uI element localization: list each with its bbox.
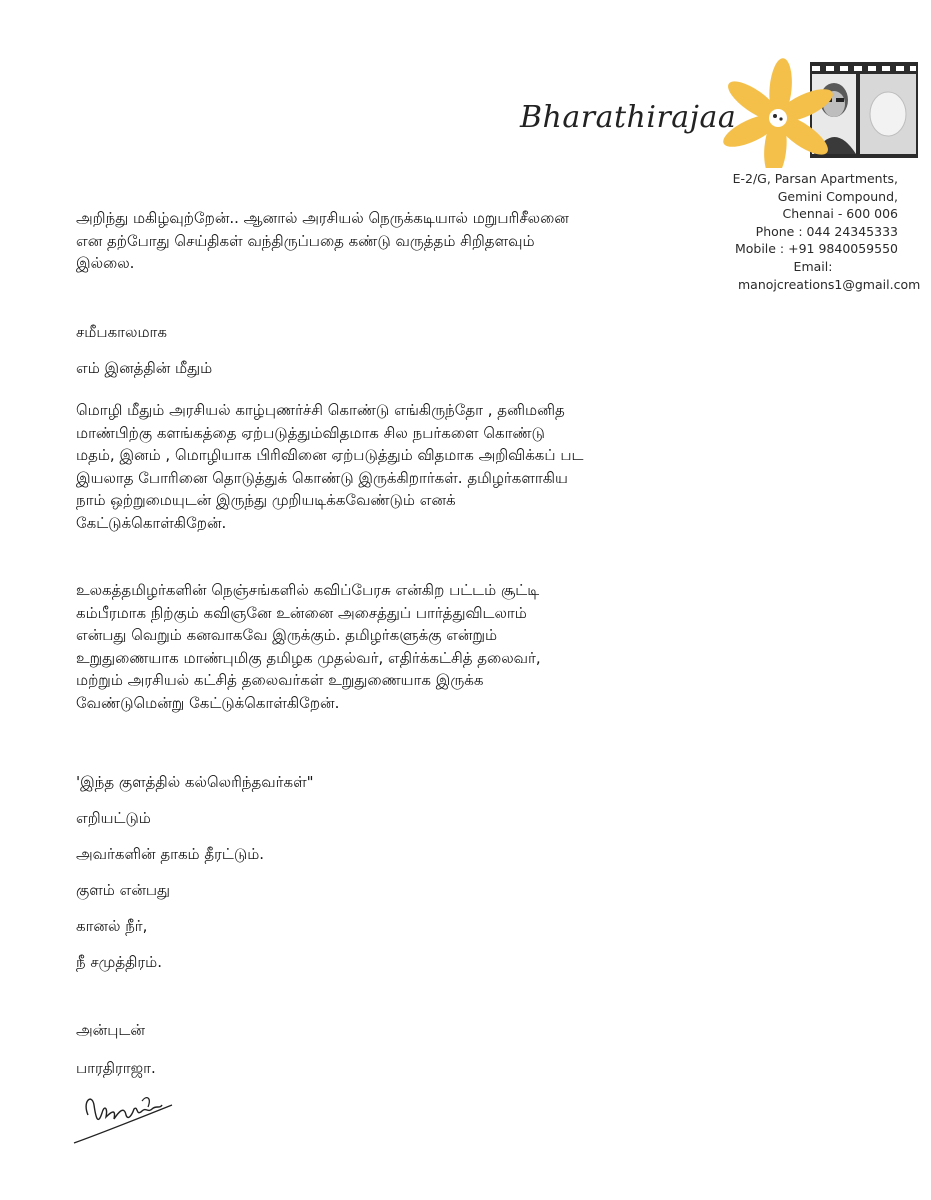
address-line: Chennai - 600 006 [782,206,898,222]
email-label: Email: [793,258,833,274]
letterhead-logo [722,58,922,168]
poem-line: 'இந்த குளத்தில் கல்லெரிந்தவர்கள்" [76,773,314,791]
letterhead-address [728,170,921,293]
mobile-line: Mobile : +91 9840059550 [734,241,898,257]
line-our-race: எம் இனத்தின் மீதும் [76,359,213,377]
address-line: Gemini Compound, [777,188,898,204]
paragraph-2: மொழி மீதும் அரசியல் காழ்புணர்ச்சி கொண்டு எங்கிருந்தோ , தனிமனித மாண்பிற்கு களங்கத்தை ஏற்படுத்தும்விதமாக சில நபர்களை கொண்டு மதம், இனம் , மொழியாக பிரிவினை ஏற்படுத்தும் விதமாக அறிவிக்கப் பட இயலாத போரினை தொடுத்துக் கொண்டு இருக்கிறார்கள். தமிழர்களாகிய நாம் ஒற்றுமையுடன் இருந்து முறியடிக்கவேண்டும் எனக் கேட்டுக்கொள்கிறேன். [76,401,584,532]
email-address: manojcreations1@gmail.com [738,276,921,292]
letterhead-name: Bharathirajaa [520,100,737,135]
poem-line: எறியட்டும் [76,809,151,827]
poem-line: கானல் நீர், [76,917,148,935]
poem-line: அவர்களின் தாகம் தீரட்டும். [76,845,265,863]
poem-line: குளம் என்பது [76,881,171,899]
phone-line: Phone : 044 24345333 [755,223,898,239]
handwritten-signature [72,1085,192,1147]
paragraph-3: உலகத்தமிழர்களின் நெஞ்சங்களில் கவிப்பேரசு என்கிற பட்டம் சூட்டி கம்பீரமாக நிற்கும் கவிஞனே உன்னை அசைத்துப் பார்த்துவிடலாம் என்பது வெறும் கனவாகவே இருக்கும். தமிழர்களுக்கு என்றும் உறுதுணையாக மாண்புமிகு தமிழக முதல்வர், எதிர்க்கட்சித் தலைவர், மற்றும் அரசியல் கட்சித் தலைவர்கள் உறுதுணையாக இருக்க வேண்டுமென்று கேட்டுக்கொள்கிறேன். [76,581,541,712]
poem-line: நீ சமுத்திரம். [76,953,162,971]
address-line: E-2/G, Parsan Apartments, [732,171,898,186]
paragraph-1: அறிந்து மகிழ்வுற்றேன்.. ஆனால் அரசியல் நெருக்கடியால் மறுபரிசீலனை என தற்போது செய்திகள் வந்திருப்பதை கண்டு வருத்தம் சிறிதளவும் இல்லை. [76,209,569,272]
signoff-name: பாரதிராஜா. [76,1059,156,1077]
closing: அன்புடன் [76,1021,145,1039]
line-recently: சமீபகாலமாக [76,323,167,341]
